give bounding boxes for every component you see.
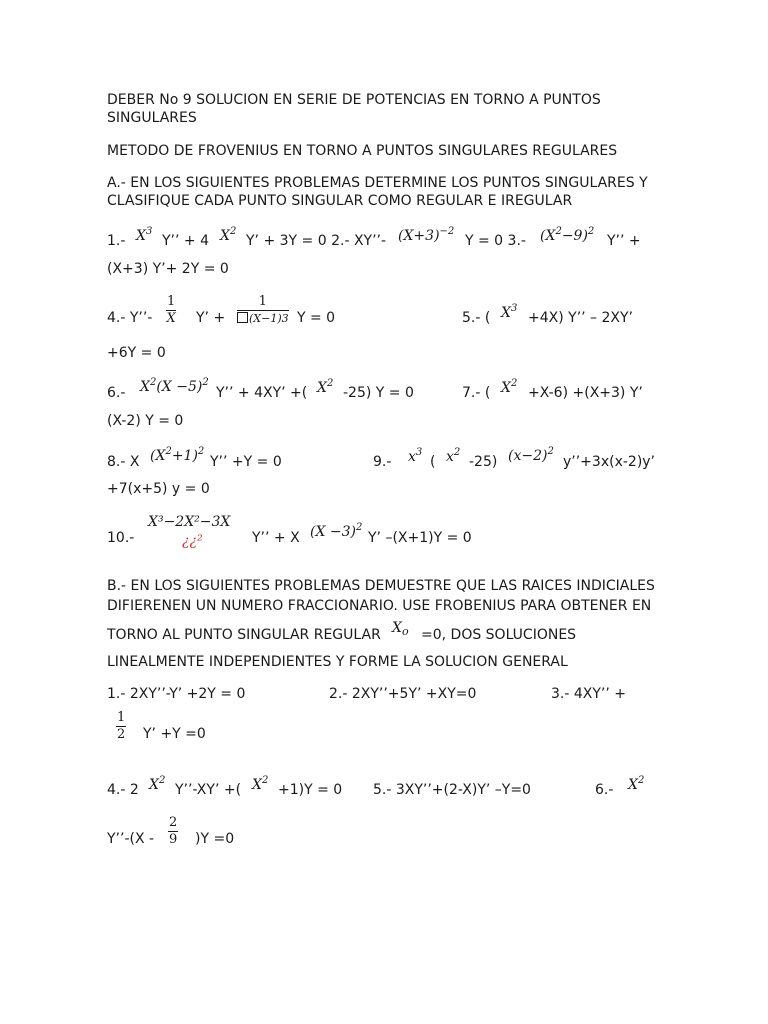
problem-1-x3: $X^3$ — [136, 226, 153, 244]
problem-2-expr: $(X+3)^{-2}$ — [398, 226, 455, 244]
problem-1-label: 1.- — [107, 233, 126, 249]
problem-b4-x2: $X^2$ — [149, 775, 166, 793]
problem-7-tail: +X-6) +(X+3) Y’ — [528, 385, 643, 401]
problem-b4-label: 4.- 2 — [107, 782, 139, 798]
problem-1-mid: Y’’ + 4 — [162, 233, 209, 249]
section-a-intro-1: A.- EN LOS SIGUIENTES PROBLEMAS DETERMINE LOS PUNTOS SINGULARES Y — [107, 175, 648, 191]
problem-4-fraction-1: 1 X — [166, 294, 176, 326]
problem-6-label: 6.- — [107, 385, 126, 401]
problem-4-fraction-2: 1 (X−1)3 — [237, 295, 289, 326]
problem-10-expr: $(X -3)^2$ — [310, 522, 363, 540]
problem-10-mid: Y’’ + X — [252, 530, 300, 546]
problem-7-label: 7.- ( — [462, 385, 491, 401]
problem-3-expr: $(X^2-9)^2$ — [540, 226, 595, 244]
problem-2-tail: Y = 0 3.- — [465, 233, 526, 249]
problem-3-tail: Y’’ + — [607, 233, 641, 249]
problem-7-line-2: (X-2) Y = 0 — [107, 413, 184, 429]
problem-6-tail: -25) Y = 0 — [343, 385, 414, 401]
problem-b6-line-2a: Y’’-(X - — [107, 831, 155, 847]
problem-8-expr: $(X^2+1)^2$ — [150, 446, 205, 464]
problem-b3-tail: Y’ +Y =0 — [143, 726, 206, 742]
section-b-intro-1: B.- EN LOS SIGUIENTES PROBLEMAS DEMUESTRE QUE LAS RAICES INDICIALES — [107, 578, 655, 594]
section-b-intro-4: LINEALMENTE INDEPENDIENTES Y FORME LA SOLUCION GENERAL — [107, 654, 568, 670]
problem-5-line-2: +6Y = 0 — [107, 345, 166, 361]
title-line-1: DEBER No 9 SOLUCION EN SERIE DE POTENCIAS EN TORNO A PUNTOS — [107, 92, 601, 108]
problem-9-paren: ( — [430, 454, 436, 470]
problem-6-x2: $X^2$ — [317, 378, 334, 396]
missing-glyph-box — [237, 312, 248, 323]
problem-b6-fraction: 2 9 — [169, 815, 178, 847]
problem-b1: 1.- 2XY’’-Y’ +2Y = 0 — [107, 686, 246, 702]
problem-b6-label: 6.- — [595, 782, 614, 798]
problem-1-tail: Y’ + 3Y = 0 2.- XY’’- — [246, 233, 387, 249]
problem-10-numerator: X³−2X²−3X — [148, 514, 231, 530]
problem-b4-tail: +1)Y = 0 — [278, 782, 343, 798]
problem-5-x3: $X^3$ — [501, 303, 518, 321]
section-b-x0: $X_o$ — [392, 620, 409, 638]
problem-9-expr: $(x-2)^2$ — [508, 446, 554, 464]
title-line-2: SINGULARES — [107, 110, 197, 126]
problem-b4-mid: Y’’-XY’ +( — [175, 782, 242, 798]
problem-4-label: 4.- Y’’- — [107, 310, 153, 326]
subtitle: METODO DE FROVENIUS EN TORNO A PUNTOS SINGULARES REGULARES — [107, 143, 618, 159]
problem-3-line-2: (X+3) Y’+ 2Y = 0 — [107, 261, 229, 277]
problem-7-x2: $X^2$ — [501, 378, 518, 396]
problem-4-tail: Y = 0 — [297, 310, 336, 326]
problem-8-tail: Y’’ +Y = 0 — [210, 454, 282, 470]
problem-b3: 3.- 4XY’’ + — [551, 686, 626, 702]
problem-b2: 2.- 2XY’’+5Y’ +XY=0 — [329, 686, 477, 702]
problem-1-x2: $X^2$ — [220, 226, 237, 244]
section-a-intro-2: CLASIFIQUE CADA PUNTO SINGULAR COMO REGULAR E IREGULAR — [107, 193, 573, 209]
problem-8-label: 8.- X — [107, 454, 140, 470]
problem-b6-x2: $X^2$ — [628, 775, 645, 793]
section-b-intro-3b: =0, DOS SOLUCIONES — [421, 627, 577, 643]
section-b-intro-2: DIFIERENEN UN NUMERO FRACCIONARIO. USE FROBENIUS PARA OBTENER EN — [107, 598, 652, 614]
problem-5-label: 5.- ( — [462, 310, 491, 326]
problem-10-denominator: ¿¿² — [182, 533, 203, 549]
problem-6-expr: $X^2(X -5)^2$ — [140, 377, 209, 395]
problem-5-tail: +4X) Y’’ – 2XY’ — [528, 310, 633, 326]
problem-4-mid: Y’ + — [196, 310, 226, 326]
problem-9-label: 9.- — [373, 454, 392, 470]
problem-9-line-2: +7(x+5) y = 0 — [107, 481, 210, 497]
problem-9-tail: y’’+3x(x-2)y’ — [563, 454, 656, 470]
problem-b6-line-2b: )Y =0 — [195, 831, 235, 847]
problem-10-tail: Y’ –(X+1)Y = 0 — [368, 530, 472, 546]
problem-9-x3: $x^3$ — [408, 447, 423, 465]
problem-b4-x2b: $X^2$ — [252, 775, 269, 793]
problem-b3-fraction: 1 2 — [117, 710, 126, 742]
problem-9-mid: -25) — [469, 454, 498, 470]
problem-6-mid: Y’’ + 4XY’ +( — [216, 385, 308, 401]
section-b-intro-3a: TORNO AL PUNTO SINGULAR REGULAR — [107, 627, 381, 643]
problem-9-x2: $x^2$ — [446, 447, 461, 465]
problem-b5: 5.- 3XY’’+(2-X)Y’ –Y=0 — [373, 782, 531, 798]
problem-10-label: 10.- — [107, 530, 135, 546]
